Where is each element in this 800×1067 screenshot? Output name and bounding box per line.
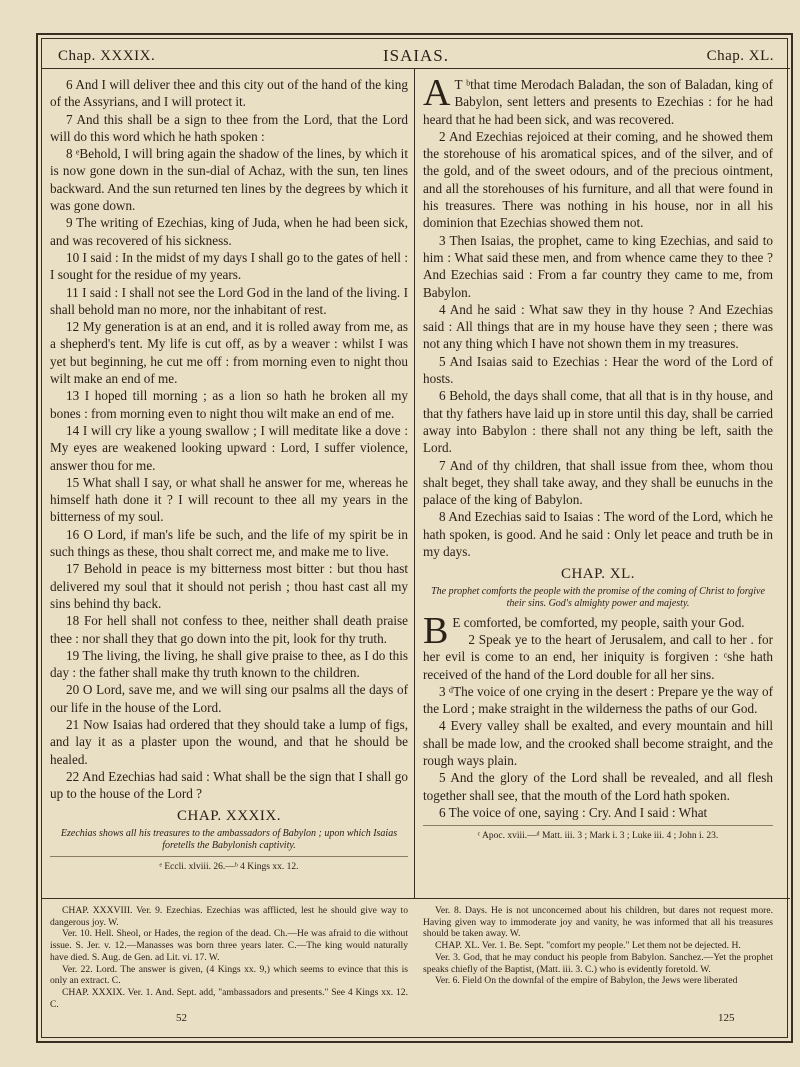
- chapter-heading: CHAP. XL.: [560, 566, 636, 583]
- page-number-left: 52: [176, 1012, 187, 1024]
- verse: 8 And Ezechias said to Isaias : The word of the Lord, which he hath spoken, is good. And he said : Only let peace and truth be in my days.: [423, 509, 773, 560]
- footnote-references: ᵉ Eccli. xlviii. 26.—ᵇ 4 Kings xx. 12.: [50, 856, 408, 876]
- right-column: [423, 72, 773, 845]
- header-book-title: ISAIAS.: [382, 46, 450, 65]
- verse: 6 And I will deliver thee and this city out of the hand of the king of the Assyrians, and I will protect it.: [50, 77, 408, 110]
- verse: 2 And Ezechias rejoiced at their coming, and he showed them the storehouse of his aromatical spices, and of the silver, and of the gold, and of the sweet odours, and of the precious ointment, and all the storehouses of his furniture, and all that were found in his treasures. There was nothing in his house, nor in all his dominion that Ezechias showed them not.: [423, 128, 773, 231]
- note: Ver. 3. God, that he may conduct his people from Babylon. Sanchez.—Yet the prophet speaks chiefly of the Baptist, (Matt. iii. 3. C.) who is evidently foretold. W.: [423, 951, 773, 975]
- note: Ver. 8. Days. He is not unconcerned about his children, but dares not request more. Having given way to immoderate joy and vanity, he was informed that all his treasures should be taken away. W.: [423, 905, 773, 940]
- verse-text: T ᵇthat time Merodach Baladan, the son of Baladan, king of Babylon, sent letters and presents to Ezechias : for he had heard that he had been sick, and was recovered.: [423, 77, 773, 127]
- chapter-heading: CHAP. XXXIX.: [177, 808, 281, 825]
- left-column: [50, 76, 408, 876]
- note: CHAP. XXXVIII. Ver. 9. Ezechias. Ezechias was afflicted, lest he should give way to dangerous joy. W.: [50, 905, 408, 928]
- verse: 6 Behold, the days shall come, that all that is in thy house, and that thy fathers have laid up in store until this day, shall be carried away into Babylon : there shall not any thing be left, saith the Lord.: [423, 388, 773, 456]
- header-rule: [42, 68, 790, 69]
- verse: 16 O Lord, if man's life be such, and the life of my spirit be in such things as these, thou shalt correct me, and make me to live.: [50, 526, 408, 560]
- verse: 18 For hell shall not confess to thee, neither shall death praise thee : nor shall they that go down into the pit, look for thy truth.: [50, 613, 408, 646]
- verse: 13 I hoped till morning ; as a lion so hath he broken all my bones : from morning even to night thou wilt make an end of me.: [50, 388, 408, 421]
- column-divider: [414, 68, 415, 898]
- verse: 12 My generation is at an end, and it is rolled away from me, as a shepherd's tent. My life is cut off, as by a weaver : whilst I was yet but beginning, he cut me off : from morning even to night thou wilt make an end of me.: [50, 319, 408, 387]
- verse: 11 I said : I shall not see the Lord God in the land of the living. I shall behold man no more, nor the inhabitant of rest.: [50, 284, 408, 317]
- verse: 5 And Isaias said to Ezechias : Hear the word of the Lord of hosts.: [423, 353, 773, 387]
- verse: 7 And of thy children, that shall issue from thee, whom thou shalt beget, they shall take away, and they shall be eunuchs in the palace of the king of Babylon.: [423, 457, 773, 508]
- verse: 8 ᵉBehold, I will bring again the shadow of the lines, by which it is now gone down in the sun-dial of Achaz, with the sun, ten lines backward. And the sun returned ten lines by the degrees by which it was gone down.: [50, 146, 408, 214]
- chapter-summary: The prophet comforts the people with the promise of the coming of Christ to forgive their sins. God's almighty power and majesty.: [431, 585, 765, 609]
- verse: 3 ᵈThe voice of one crying in the desert : Prepare ye the way of the Lord ; make straight in the wilderness the paths of our God.: [423, 683, 773, 717]
- verse: 4 Every valley shall be exalted, and every mountain and hill shall be made low, and the crooked shall become straight, and the rough ways plain.: [423, 718, 773, 768]
- verse: [423, 609, 773, 652]
- verse: 22 And Ezechias had said : What shall be the sign that I shall go up to the house of the Lord ?: [50, 768, 408, 802]
- verse: 15 What shall I say, or what shall he answer for me, whereas he himself hath done it ? I will recount to thee all my years in the bitterness of my soul.: [50, 474, 408, 525]
- verse: 21 Now Isaias had ordered that they should take a lump of figs, and lay it as a plaster upon the wound, and that he should be healed.: [50, 716, 408, 767]
- verse: 10 I said : In the midst of my days I shall go to the gates of hell : I sought for the residue of my years.: [50, 249, 408, 283]
- note: CHAP. XL. Ver. 1. Be. Sept. "comfort my people." Let them not be dejected. H.: [435, 940, 741, 952]
- drop-cap: B: [423, 609, 449, 652]
- verse: 2 Speak ye to the heart of Jerusalem, and call to her . for her evil is come to an end, her iniquity is forgiven : ᶜshe hath received of the hand of the Lord double for all her sins.: [423, 631, 773, 682]
- verse-text: E comforted, be comforted, my people, saith your God.: [452, 614, 745, 630]
- note: Ver. 22. Lord. The answer is given, (4 Kings xx. 9,) which seems to evince that this is only an extract. C.: [50, 963, 408, 987]
- note: CHAP. XXXIX. Ver. 1. And. Sept. add, "ambassadors and presents." See 4 Kings xx. 12. C.: [50, 986, 408, 1010]
- footnote-references: ᶜ Apoc. xviii.—ᵈ Matt. iii. 3 ; Mark i. 3 ; Luke iii. 4 ; John i. 23.: [423, 825, 773, 845]
- note: Ver. 6. Field On the downfal of the empire of Babylon, the Jews were liberated: [435, 975, 738, 987]
- note: Ver. 10. Hell. Sheol, or Hades, the region of the dead. Ch.—He was afraid to die without issue. S. Jer. v. 12.—Manasses was born three years later. C.—The king would naturally have died. S. Aug. de Gen. ad Lit. vi. 17. W.: [50, 928, 408, 963]
- running-header: [44, 40, 788, 68]
- verse: 7 And this shall be a sign to thee from the Lord, that the Lord will do this word which he hath spoken :: [50, 111, 408, 144]
- verse: 19 The living, the living, he shall give praise to thee, as I do this day : the father shall make thy truth known to the children.: [50, 647, 408, 681]
- verse: 5 And the glory of the Lord shall be revealed, and all flesh together shall see, that the mouth of the Lord hath spoken.: [423, 770, 773, 803]
- verse: 9 The writing of Ezechias, king of Juda, when he had been sick, and was recovered of his sickness.: [50, 215, 408, 248]
- header-right-chapter: Chap. XL.: [706, 48, 774, 64]
- chapter-summary: Ezechias shows all his treasures to the ambassadors of Babylon ; upon which Isaias foretells the Babylonish captivity.: [60, 827, 398, 851]
- page-number-right: 125: [718, 1012, 735, 1024]
- verse: 4 And he said : What saw they in thy house ? And Ezechias said : All things that are in my house have they seen ; there was not any thing which I have not shown them in my treasures.: [423, 301, 773, 352]
- notes-rule: [42, 898, 790, 899]
- verse: 20 O Lord, save me, and we will sing our psalms all the days of our life in the house of the Lord.: [50, 682, 408, 715]
- verse: 6 The voice of one, saying : Cry. And I said : What: [439, 804, 708, 820]
- verse: [423, 72, 773, 128]
- header-left-chapter: Chap. XXXIX.: [58, 48, 156, 64]
- verse: 14 I will cry like a young swallow ; I will meditate like a dove : My eyes are weakened looking upward : Lord, I suffer violence, answer thou for me.: [50, 422, 408, 473]
- commentary-notes-left: [50, 905, 408, 1010]
- verse: 3 Then Isaias, the prophet, came to king Ezechias, and said to him : What said these men, and from whence came they to thee ? And Ezechias said : From a far country they came to me, from Babylon.: [423, 232, 773, 300]
- verse: 17 Behold in peace is my bitterness most bitter : but thou hast delivered my soul that it should not perish ; thou hast cast all my sins behind thy back.: [50, 561, 408, 611]
- commentary-notes-right: [423, 905, 773, 987]
- drop-cap: A: [423, 72, 451, 114]
